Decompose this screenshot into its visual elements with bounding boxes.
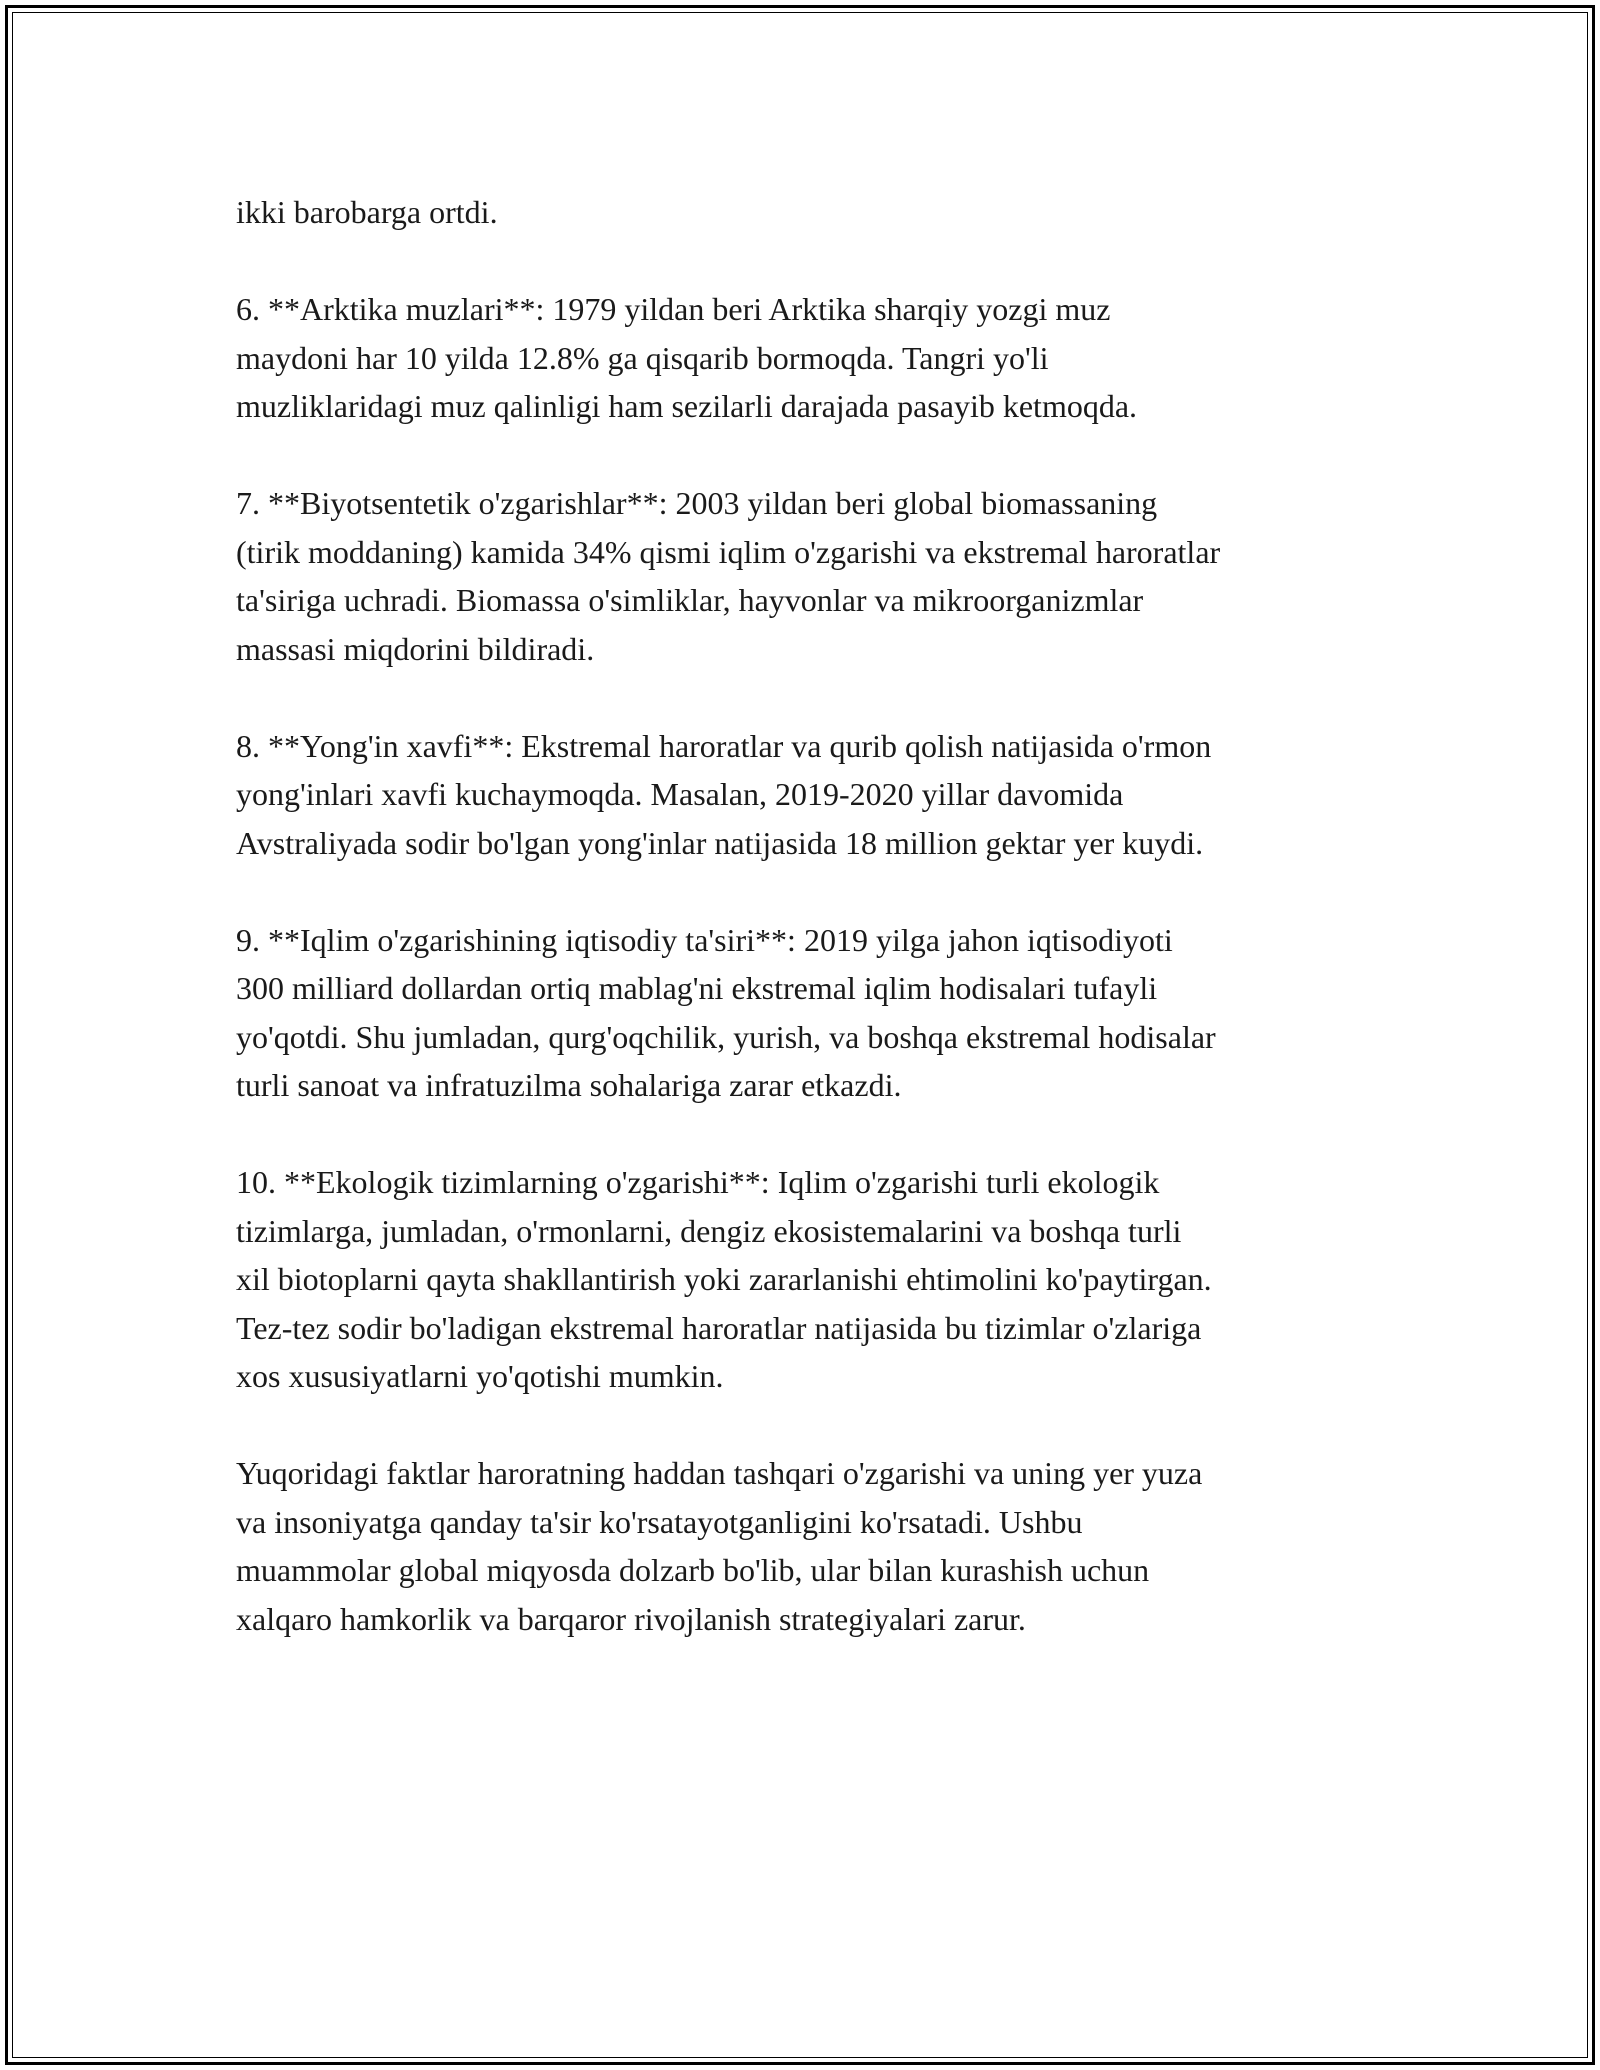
text-line: 300 milliard dollardan ortiq mablag'ni ekstremal iqlim hodisalari tufayli [236, 970, 1158, 1006]
paragraph-economic-impact [236, 916, 1396, 1110]
paragraph-continuation [236, 188, 1396, 237]
text-line: xos xususiyatlarni yo'qotishi mumkin. [236, 1358, 724, 1394]
text-line: yo'qotdi. Shu jumladan, qurg'oqchilik, yurish, va boshqa ekstremal hodisalar [236, 1018, 1216, 1055]
text-line: 10. **Ekologik tizimlarning o'zgarishi**: Iqlim o'zgarishi turli ekologik [236, 1164, 1160, 1200]
text-line: va insoniyatga qanday ta'sir ko'rsatayotganligini ko'rsatadi. Ushbu [236, 1503, 1083, 1540]
text-line: muammolar global miqyosda dolzarb bo'lib, ular bilan kurashish uchun [236, 1552, 1150, 1588]
text-line: maydoni har 10 yilda 12.8% ga qisqarib bormoqda. Tangri yo'li [236, 339, 1049, 376]
text-line: turli sanoat va infratuzilma sohalariga zarar etkazdi. [236, 1067, 902, 1103]
paragraph-conclusion [236, 1449, 1396, 1643]
text-line: ta'siriga uchradi. Biomassa o'simliklar, hayvonlar va mikroorganizmlar [236, 582, 1144, 618]
text-line: Yuqoridagi faktlar haroratning haddan tashqari o'zgarishi va uning yer yuza [236, 1455, 1203, 1491]
text-line: 8. **Yong'in xavfi**: Ekstremal haroratlar va qurib qolish natijasida o'rmon [236, 727, 1212, 764]
text-line: 7. **Biyotsentetik o'zgarishlar**: 2003 yildan beri global biomassaning [236, 485, 1158, 521]
text-line: xalqaro hamkorlik va barqaror rivojlanish strategiyalari zarur. [236, 1600, 1026, 1637]
text-line: massasi miqdorini bildiradi. [236, 630, 595, 667]
text-line: 9. **Iqlim o'zgarishining iqtisodiy ta'siri**: 2019 yilga jahon iqtisodiyoti [236, 921, 1173, 958]
paragraph-arctic-ice [236, 285, 1396, 431]
text-line: xil biotoplarni qayta shakllantirish yoki zararlanishi ehtimolini ko'paytirgan. [236, 1261, 1212, 1297]
text-line: yong'inlari xavfi kuchaymoqda. Masalan, 2019-2020 yillar davomida [236, 776, 1124, 812]
text-line: muzliklaridagi muz qalinligi ham sezilarli darajada pasayib ketmoqda. [236, 388, 1138, 424]
document-body [236, 188, 1396, 1692]
text-line: tizimlarga, jumladan, o'rmonlarni, dengiz ekosistemalarini va boshqa turli [236, 1212, 1182, 1249]
text-line: (tirik moddaning) kamida 34% qismi iqlim o'zgarishi va ekstremal haroratlar [236, 533, 1221, 570]
text-line: Tez-tez sodir bo'ladigan ekstremal haroratlar natijasida bu tizimlar o'zlariga [236, 1309, 1202, 1346]
paragraph-biomass [236, 479, 1396, 673]
paragraph-ecosystems [236, 1158, 1396, 1401]
text-line: Avstraliyada sodir bo'lgan yong'inlar natijasida 18 million gektar yer kuydi. [236, 824, 1204, 861]
text-line: 6. **Arktika muzlari**: 1979 yildan beri Arktika sharqiy yozgi muz [236, 291, 1111, 327]
paragraph-fire-risk [236, 722, 1396, 868]
text-line: ikki barobarga ortdi. [236, 194, 498, 230]
